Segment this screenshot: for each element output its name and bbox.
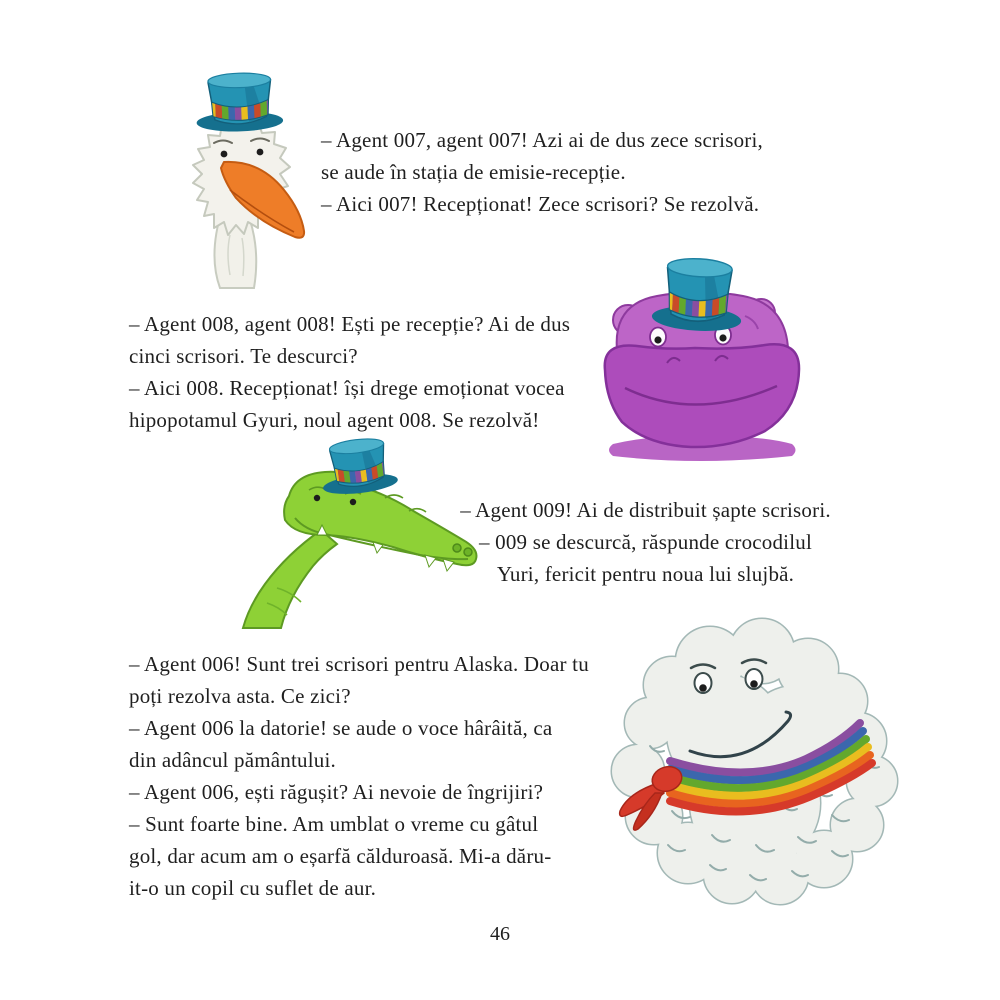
text-line: – Agent 006! Sunt trei scrisori pentru Alaska. Doar tu	[129, 652, 589, 676]
text-line: – Agent 009! Ai de distribuit șapte scrisori.	[460, 498, 831, 522]
text-line: din adâncul pământului.	[129, 748, 336, 772]
crocodile-eye-right	[350, 499, 356, 505]
text-line: se aude în stația de emisie-recepție.	[321, 160, 626, 184]
cloud-sheep-illustration	[610, 613, 900, 908]
text-line: – Sunt foarte bine. Am umblat o vreme cu gâtul	[129, 812, 539, 836]
text-line: gol, dar acum am o eșarfă călduroasă. Mi-a dăru-	[129, 844, 552, 868]
dialogue-agent-006	[129, 648, 589, 904]
stork-eye-left	[221, 151, 228, 158]
cloud-eye-left	[699, 684, 707, 692]
hippo-eye-left	[654, 336, 661, 343]
dialogue-agent-009	[418, 494, 873, 590]
crocodile-neck	[243, 530, 337, 628]
top-hat-icon	[318, 438, 399, 497]
dialogue-agent-008	[129, 308, 570, 436]
text-line: Yuri, fericit pentru noua lui slujbă.	[496, 562, 795, 586]
dialogue-agent-007	[321, 124, 763, 220]
stork-illustration	[180, 70, 315, 292]
text-line: – Aici 007! Recepționat! Zece scrisori? Se rezolvă.	[321, 192, 760, 216]
text-line: – Agent 006, ești răgușit? Ai nevoie de îngrijiri?	[129, 780, 544, 804]
text-line: poți rezolva asta. Ce zici?	[129, 684, 351, 708]
stork-eye-right	[257, 149, 264, 156]
text-line: – 009 se descurcă, răspunde crocodilul	[479, 530, 812, 554]
text-line: it-o un copil cu suflet de aur.	[129, 876, 377, 900]
text-line: – Agent 007, agent 007! Azi ai de dus zece scrisori,	[321, 128, 763, 152]
hippo-illustration	[595, 250, 810, 465]
text-line: cinci scrisori. Te descurci?	[129, 344, 358, 368]
cloud-eye-right	[750, 680, 758, 688]
text-line: – Aici 008. Recepționat! își drege emoționat vocea	[129, 376, 565, 400]
crocodile-eye-left	[314, 495, 320, 501]
hippo-eye-right	[719, 334, 726, 341]
top-hat-icon	[195, 72, 284, 133]
text-line: – Agent 008, agent 008! Ești pe recepție? Ai de dus	[129, 312, 571, 336]
text-line: hipopotamul Gyuri, noul agent 008. Se rezolvă!	[129, 408, 540, 432]
page-number: 46	[490, 923, 510, 945]
hippo-muzzle	[605, 344, 799, 447]
text-line: – Agent 006 la datorie! se aude o voce hârâită, ca	[129, 716, 553, 740]
